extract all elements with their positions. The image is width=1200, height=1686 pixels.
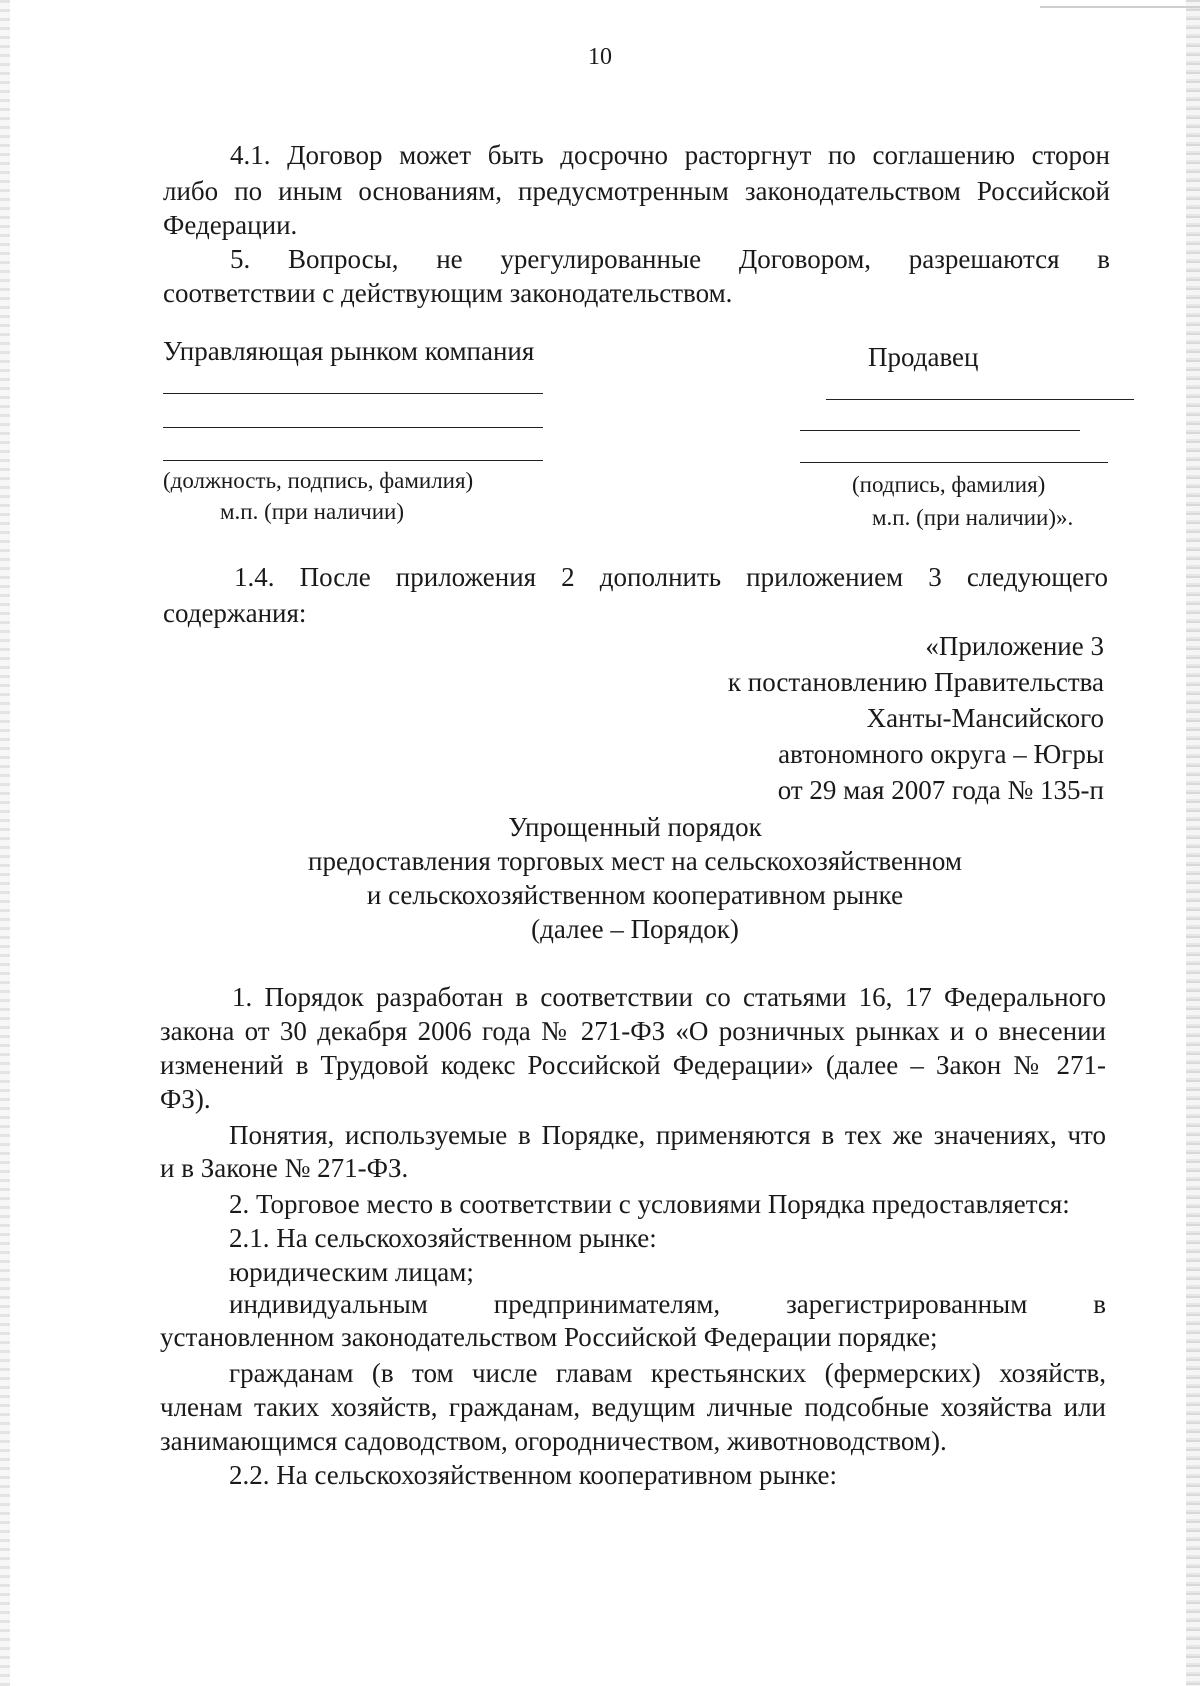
clause-4-1-line3: Федерации. (163, 210, 298, 240)
document-title (240, 810, 1030, 946)
paragraph-1-line4: ФЗ). (160, 1084, 211, 1114)
scan-corner (1040, 0, 1200, 8)
document-title-line-1: Упрощенный порядок (508, 812, 762, 842)
appendix-header-line-4: автономного округа – Югры (778, 739, 1104, 769)
paragraph-1-line3: изменений в Трудовой кодекс Российской Федерации» (далее – Закон № 271- (160, 1050, 1106, 1080)
clause-4-1-line2: либо по иным основаниям, предусмотренным законодательством Российской (163, 176, 1110, 206)
document-title-line-2: предоставления торговых мест на сельскохозяйственном (308, 846, 962, 876)
paragraph-3: 2. Торговое место в соответствии с условиями Порядка предоставляется: (229, 1189, 1070, 1219)
paragraph-1-line1: 1. Порядок разработан в соответствии со статьями 16, 17 Федерального (232, 982, 1106, 1012)
appendix-header-line-2: к постановлению Правительства (727, 667, 1104, 697)
paragraph-2-line1: Понятия, используемые в Порядке, применяются в тех же значениях, что (229, 1120, 1106, 1150)
appendix-header-line-1: «Приложение 3 (925, 631, 1104, 661)
left-signature-line-3 (163, 460, 543, 461)
paragraph-6-line1: индивидуальным предпринимателям, зарегистрированным в (229, 1289, 1106, 1319)
right-signature-line-2 (800, 430, 1080, 431)
right-party-title: Продавец (868, 342, 979, 372)
scan-edge-right (1186, 0, 1200, 1686)
document-title-line-3: и сельскохозяйственном кооперативном рынке (366, 880, 904, 910)
paragraph-4: 2.1. На сельскохозяйственном рынке: (229, 1223, 657, 1253)
clause-5-line1: 5. Вопросы, не урегулированные Договором, разрешаются в (230, 244, 1110, 274)
paragraph-7-line1: гражданам (в том числе главам крестьянских (фермерских) хозяйств, (229, 1358, 1106, 1388)
appendix-header-line-5: от 29 мая 2007 года № 135-п (777, 775, 1104, 805)
left-signature-line-2 (163, 427, 543, 428)
appendix-header (600, 628, 1104, 808)
paragraph-2-line2: и в Законе № 271-ФЗ. (160, 1153, 409, 1183)
paragraph-5: юридическим лицам; (229, 1257, 474, 1287)
paragraph-1-line2: закона от 30 декабря 2006 года № 271-ФЗ «О розничных рынках и о внесении (160, 1016, 1106, 1046)
paragraph-7-line2: членам таких хозяйств, гражданам, ведущим личные подсобные хозяйства или (160, 1392, 1106, 1422)
right-signature-line-1 (826, 399, 1134, 400)
scan-edge-left (0, 0, 10, 1686)
paragraph-7-line3: занимающимся садоводством, огородничеством, животноводством). (160, 1426, 947, 1456)
amendment-line1: 1.4. После приложения 2 дополнить приложением 3 следующего (234, 562, 1108, 592)
left-stamp-note: м.п. (при наличии) (220, 499, 404, 524)
left-signature-caption: (должность, подпись, фамилия) (163, 468, 474, 493)
clause-4-1-line1: 4.1. Договор может быть досрочно расторгнут по соглашению сторон (230, 140, 1110, 170)
paragraph-8: 2.2. На сельскохозяйственном кооперативном рынке: (229, 1460, 837, 1490)
left-signature-line-1 (163, 393, 543, 394)
page-number: 10 (588, 44, 612, 70)
right-signature-caption: (подпись, фамилия) (852, 472, 1046, 497)
left-party-title: Управляющая рынком компания (163, 336, 535, 366)
amendment-line2: содержания: (163, 598, 307, 628)
paragraph-6-line2: установленном законодательством Российской Федерации порядке; (160, 1322, 938, 1352)
right-stamp-note: м.п. (при наличии)». (872, 505, 1074, 530)
document-title-line-4: (далее – Порядок) (531, 914, 739, 944)
clause-5-line2: соответствии с действующим законодательством. (163, 278, 733, 308)
appendix-header-line-3: Ханты-Мансийского (866, 703, 1104, 733)
right-signature-line-3 (800, 462, 1108, 463)
